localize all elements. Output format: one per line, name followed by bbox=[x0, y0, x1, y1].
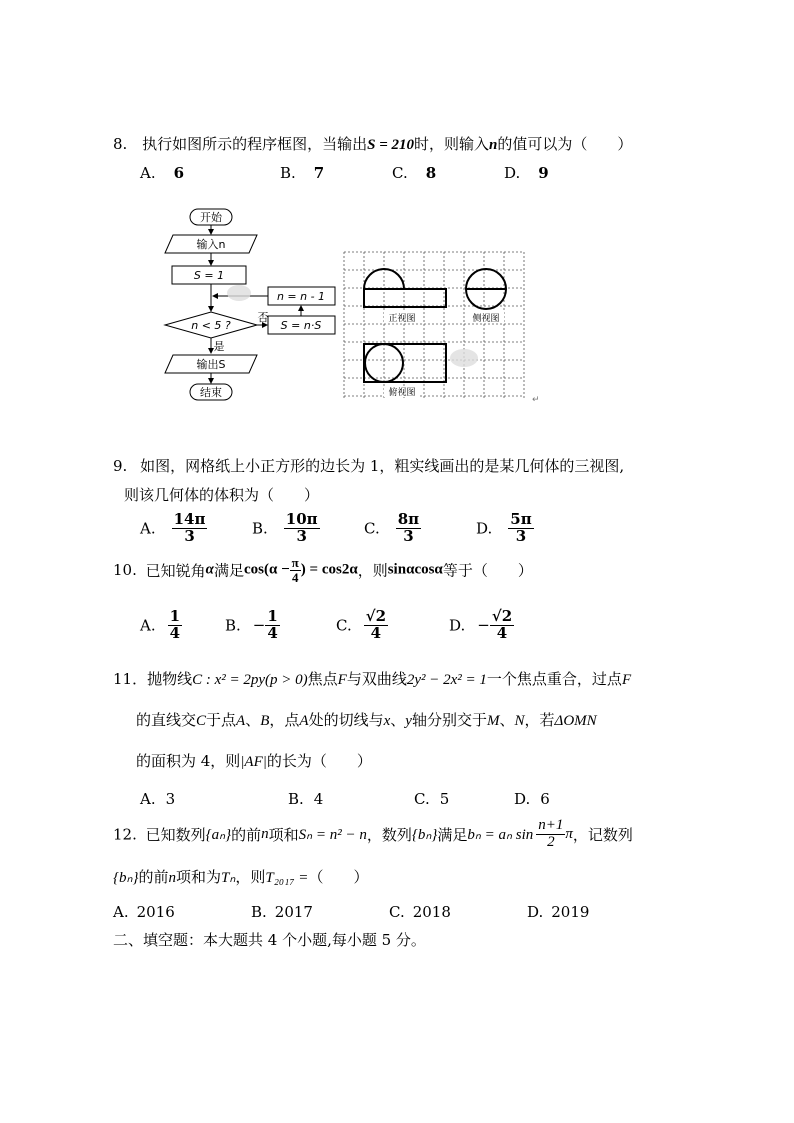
option-c: C. $\frac{8\pi}{3}$ bbox=[364, 510, 420, 545]
option-c: C. 8 bbox=[392, 164, 437, 182]
option-a: A. $\frac{14\pi}{3}$ bbox=[140, 510, 206, 545]
top-view-label: 俯视图 bbox=[388, 388, 416, 398]
option-a: A. 2016 bbox=[113, 903, 175, 921]
option-b: B. 7 bbox=[280, 164, 325, 182]
option-b: B. 4 bbox=[288, 790, 324, 808]
question-10-stem: 10. 已知锐角α满足cos(α − $\frac{\pi}{4}$ ) = cos2α，则sinαcosα等于（ ） bbox=[113, 555, 533, 585]
question-11-line2: 的直线交C于点A、B，点A处的切线与x、y轴分别交于M、N，若ΔOMN bbox=[136, 711, 597, 729]
question-11-line3: 的面积为 4，则|AF|的长为（ ） bbox=[136, 752, 372, 770]
option-a: A. 3 bbox=[140, 790, 176, 808]
option-d: D. 9 bbox=[504, 164, 549, 182]
top-view-rect bbox=[364, 344, 446, 382]
front-view-label: 正视图 bbox=[388, 314, 416, 324]
no-label: 否 bbox=[257, 311, 269, 324]
svg-text:↵: ↵ bbox=[532, 395, 540, 405]
option-d: D. 6 bbox=[514, 790, 550, 808]
option-a: A. $\frac{1}{4}$ bbox=[140, 607, 181, 642]
question-number: 8. bbox=[113, 135, 128, 153]
front-view-rect bbox=[364, 289, 446, 307]
three-views-diagram bbox=[342, 250, 542, 410]
question-number: 10. bbox=[113, 561, 137, 580]
question-11-line1: 11．抛物线C : x² = 2py(p > 0)焦点F与双曲线2y² − 2x² = 1一个焦点重合，过点F bbox=[113, 670, 632, 688]
option-a: A. 6 bbox=[140, 164, 185, 182]
option-d: D. 2019 bbox=[527, 903, 590, 921]
option-c: C. $\frac{√2}{4}$ bbox=[336, 607, 387, 642]
init-label: S = 1 bbox=[193, 269, 225, 282]
option-c: C. 5 bbox=[414, 790, 450, 808]
decision-label: n < 5 ? bbox=[191, 319, 231, 332]
update-n-label: n = n - 1 bbox=[276, 290, 326, 303]
question-number: 12. bbox=[113, 825, 137, 844]
output-label: 输出S bbox=[196, 358, 226, 371]
update-s-label: S = n·S bbox=[280, 319, 322, 332]
question-9-stem: 9. 如图，网格纸上小正方形的边长为 1，粗实线画出的是某几何体的三视图, bbox=[113, 457, 625, 475]
option-c: C. 2018 bbox=[389, 903, 451, 921]
option-d: D. − $\frac{√2}{4}$ bbox=[449, 607, 513, 642]
input-label: 输入n bbox=[196, 238, 226, 251]
section-heading: 二、填空题：本大题共 4 个小题,每小题 5 分。 bbox=[113, 931, 426, 949]
question-8-stem: 8. 执行如图所示的程序框图，当输出S = 210时，则输入n的值可以为（ ） bbox=[113, 135, 633, 153]
flowchart-diagram bbox=[155, 200, 345, 410]
question-number: 9. bbox=[113, 457, 128, 475]
yes-label: 是 bbox=[213, 340, 225, 353]
end-label: 结束 bbox=[200, 386, 222, 399]
option-b: B. − $\frac{1}{4}$ bbox=[225, 607, 278, 642]
question-12-line2: {bₙ}的前n项和为Tₙ，则T₂₀₁₇ =（ ） bbox=[113, 868, 369, 886]
option-b: B. 2017 bbox=[251, 903, 313, 921]
question-9-stem-line2: 则该几何体的体积为（ ） bbox=[124, 486, 320, 504]
question-number: 11． bbox=[113, 670, 148, 688]
option-d: D. $\frac{5\pi}{3}$ bbox=[476, 510, 532, 545]
question-12-line1: 12. 已知数列{aₙ}的前n项和Sₙ = n² − n，数列{bₙ}满足bₙ = aₙ sin $\frac{n+1}{2}$ π，记数列 bbox=[113, 817, 633, 850]
side-view-label: 侧视图 bbox=[472, 314, 500, 324]
option-b: B. $\frac{10\pi}{3}$ bbox=[252, 510, 318, 545]
smudge-mark bbox=[450, 349, 478, 367]
start-label: 开始 bbox=[200, 211, 222, 224]
smudge-mark bbox=[227, 285, 251, 301]
